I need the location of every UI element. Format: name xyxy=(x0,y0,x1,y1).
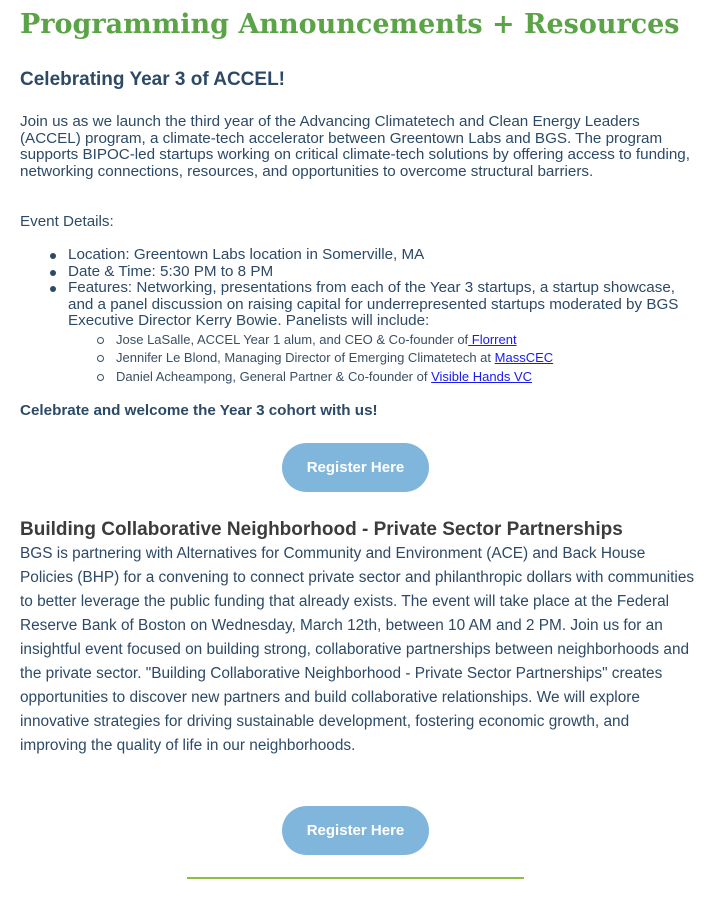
panelist-item: Jose LaSalle, ACCEL Year 1 alum, and CEO & Co-founder of Florrent xyxy=(96,331,688,350)
masscec-link[interactable]: MassCEC xyxy=(494,350,554,365)
detail-date-time: Date & Time: 5:30 PM to 8 PM xyxy=(48,264,688,281)
section-divider xyxy=(187,877,524,879)
accel-intro-paragraph: Join us as we launch the third year of the Advancing Climatetech and Clean Energy Leaders (ACCEL) program, a climate-tech accelerator between Greentown Labs and BGS. The program supports BIPOC-led startups working on critical climate-tech solutions by offering access to funding, networking connections, resources, and opportunities to overcome structural barriers. xyxy=(20,113,690,180)
register-button-partnerships[interactable]: Register Here xyxy=(282,806,429,855)
event-details-label: Event Details: xyxy=(20,213,114,230)
panelist-item: Jennifer Le Blond, Managing Director of Emerging Climatetech at MassCEC xyxy=(96,349,688,368)
visible-hands-link[interactable]: Visible Hands VC xyxy=(431,368,532,384)
celebrate-cta-text: Celebrate and welcome the Year 3 cohort with us! xyxy=(20,402,378,419)
partnerships-body-paragraph: BGS is partnering with Alternatives for Community and Environment (ACE) and Back House Policies (BHP) for a convening to connect private sector and philanthropic dollars with communities to better leverage the public funding that already exists. The event will take place at the Federal Reserve Bank of Boston on Wednesday, March 12th, between 10 AM and 2 PM. Join us for an insightful event focused on building strong, collaborative partnerships between neighborhoods and the private sector. "Building Collaborative Neighborhood - Private Sector Partnerships" creates opportunities to discover new partners and build collaborative relationships. We will explore innovative strategies for driving sustainable development, fostering economic growth, and improving the quality of life in our neighborhoods. xyxy=(20,545,695,754)
event-details-list xyxy=(48,247,688,386)
page-title: Programming Announcements + Resources xyxy=(20,9,680,40)
accel-section-title: Celebrating Year 3 of ACCEL! xyxy=(20,69,286,90)
detail-features: Features: Networking, presentations from each of the Year 3 startups, a startup showcase, and a panel discussion on raising capital for underrepresented startups moderated by BGS Executive Director Kerry Bowie. Panelists will include: Jose LaSalle, ACCEL Year 1 alum, and CEO & Co-founder of Florrent Jennifer Le Blond, Managing Director of Emerging Climatetech at MassCEC Daniel Acheampong, General Partner & Co-founder of Visible Hands VC xyxy=(48,280,688,386)
florrent-link[interactable]: Florrent xyxy=(468,331,517,347)
detail-location: Location: Greentown Labs location in Somerville, MA xyxy=(48,247,688,264)
partnerships-section-title: Building Collaborative Neighborhood - Private Sector Partnerships xyxy=(20,519,623,540)
panelists-list xyxy=(68,331,688,387)
panelist-item: Daniel Acheampong, General Partner & Co-founder of Visible Hands VC xyxy=(96,368,688,387)
register-button-accel[interactable]: Register Here xyxy=(282,443,429,492)
